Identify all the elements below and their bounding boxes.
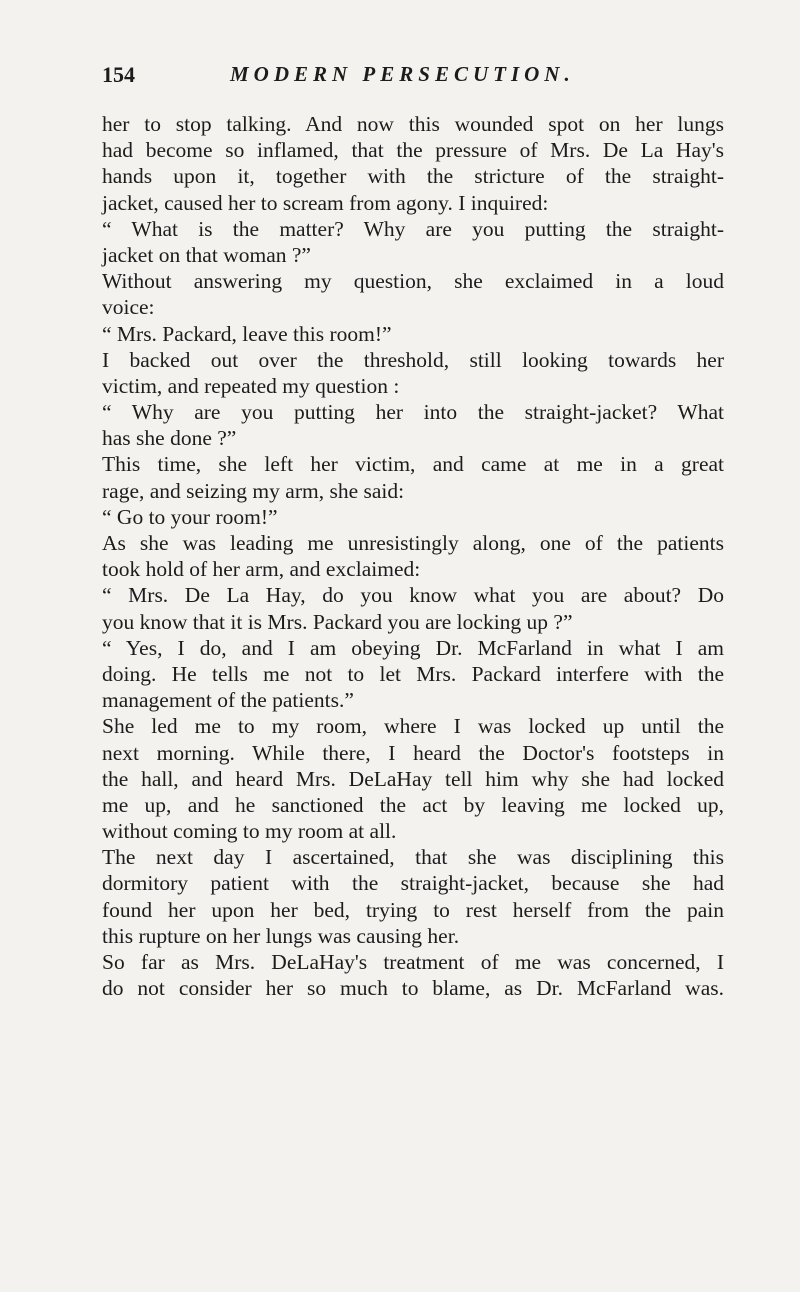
page-number: 154 [102,62,135,87]
text-line: you know that it is Mrs. Packard you are locking up ?” [102,609,573,634]
text-line: took hold of her arm, and exclaimed: [102,557,421,582]
text-line: do not consider her so much to blame, as Dr. McFarland was. [102,976,724,1001]
text-line: “ Mrs. De La Hay, do you know what you are about? Do [102,583,724,608]
text-line: doing. He tells me not to let Mrs. Packard interfere with the [102,661,724,686]
text-line: jacket on that woman ?” [102,242,311,267]
text-line: management of the patients.” [102,688,354,713]
text-line: “ What is the matter? Why are you putting the straight- [102,216,724,241]
text-line: hands upon it, together with the stricture of the straight- [102,164,724,189]
text-line: her to stop talking. And now this wounded spot on her lungs [102,112,724,136]
text-line: So far as Mrs. DeLaHay's treatment of me was concerned, I [102,950,724,974]
text-line: this rupture on her lungs was causing her. [102,923,460,948]
page-header [102,62,722,92]
text-line: has she done ?” [102,426,237,451]
text-line: This time, she left her victim, and came at me in a great [102,452,724,477]
running-head: MODERN PERSECUTION. [230,62,575,86]
text-line: I backed out over the threshold, still looking towards her [102,347,724,372]
text-line: had become so inflamed, that the pressure of Mrs. De La Hay's [102,138,724,163]
text-line: “ Go to your room!” [102,504,278,529]
text-line: Without answering my question, she exclaimed in a loud [102,269,724,294]
text-line: without coming to my room at all. [102,819,397,844]
text-line: voice: [102,295,155,320]
text-line: The next day I ascertained, that she was disciplining this [102,845,724,870]
text-line: next morning. While there, I heard the Doctor's footsteps in [102,740,724,765]
text-line: She led me to my room, where I was locked up until the [102,714,724,739]
text-line: the hall, and heard Mrs. DeLaHay tell him why she had locked [102,766,724,791]
text-line: victim, and repeated my question : [102,373,400,398]
text-line: “ Yes, I do, and I am obeying Dr. McFarland in what I am [102,635,724,660]
text-line: found her upon her bed, trying to rest herself from the pain [102,897,724,922]
text-line: “ Why are you putting her into the straight-jacket? What [102,400,724,425]
text-line: me up, and he sanctioned the act by leaving me locked up, [102,792,724,817]
text-line: As she was leading me unresistingly along, one of the patients [102,531,724,555]
body-text [102,111,724,1001]
text-line: dormitory patient with the straight-jacket, because she had [102,871,724,896]
text-line: jacket, caused her to scream from agony. I inquired: [102,190,549,215]
text-line: “ Mrs. Packard, leave this room!” [102,321,392,346]
text-line: rage, and seizing my arm, she said: [102,478,405,503]
